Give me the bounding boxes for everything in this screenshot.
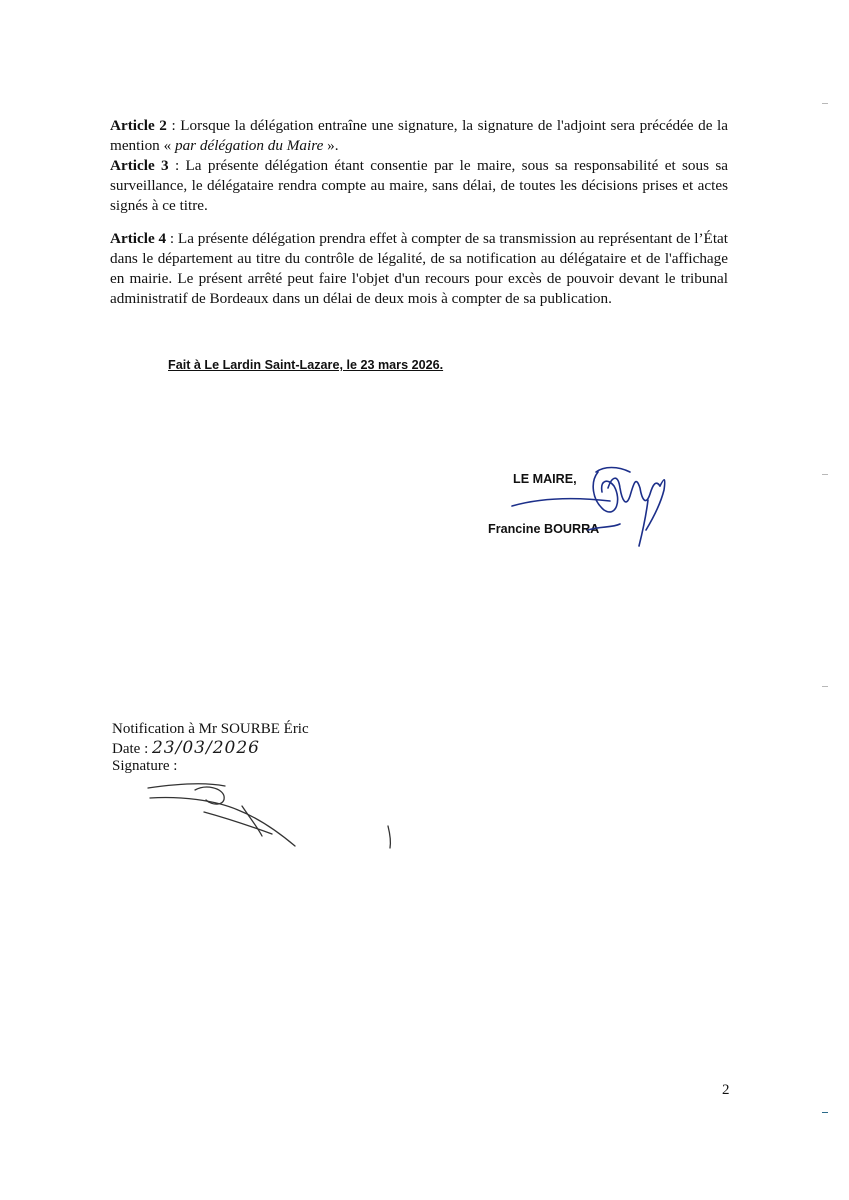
notification-line: Notification à Mr SOURBE Éric — [112, 721, 309, 737]
article-2-italic: par délégation du Maire — [174, 137, 324, 154]
scan-mark — [822, 103, 828, 104]
article-3-text: : La présente délégation étant consentie par le maire, sous sa responsabilité et sous sa surveillance, le délégataire rendra compte au maire, sans délai, de toutes les décisions prises et actes signés à ce titre. — [110, 157, 728, 214]
date-handwritten: 23/03/2026 — [151, 738, 260, 758]
mayor-name: Francine BOURRA — [488, 522, 600, 536]
article-2-text-before: : Lorsque la délégation entraîne une signature, la signature de l'adjoint sera précédée de la mention « — [110, 117, 728, 154]
article-4-text: : La présente délégation prendra effet à compter de sa transmission au représentant de l’État dans le département au titre du contrôle de légalité, de sa notification au délégataire et de l'affichage en mairie. Le présent arrêté peut faire l'objet d'un recours pour excès de pouvoir devant le tribunal administratif de Bordeaux dans un délai de deux mois à compter de sa publication. — [110, 230, 729, 307]
fait-a-line: Fait à Le Lardin Saint-Lazare, le 23 mars 2026. — [168, 358, 444, 372]
signature-label: Signature : — [112, 758, 178, 774]
date-label: Date : — [112, 741, 149, 757]
article-2-text-after: ». — [323, 137, 339, 154]
article-3-label: Article 3 — [110, 157, 169, 174]
mayor-title: LE MAIRE, — [513, 472, 577, 486]
scan-mark — [822, 474, 828, 475]
scan-mark — [822, 1112, 828, 1113]
article-2-label: Article 2 — [110, 117, 167, 134]
scan-mark — [822, 686, 828, 687]
article-4-label: Article 4 — [110, 230, 167, 247]
page-number: 2 — [722, 1082, 730, 1098]
